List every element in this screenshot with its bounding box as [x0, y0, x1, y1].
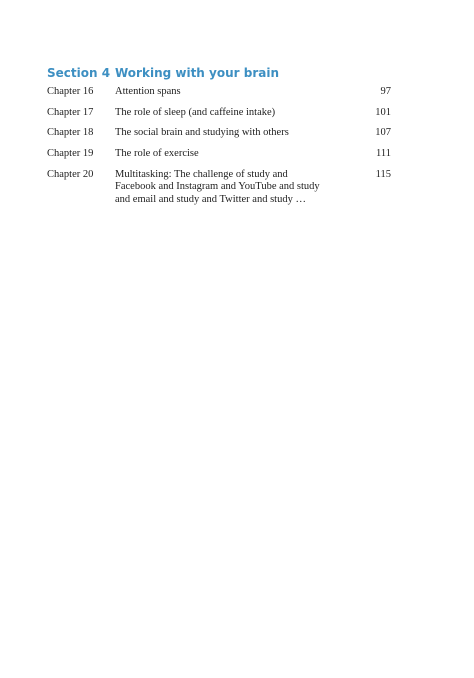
- chapter-page-number: 97: [380, 86, 391, 97]
- chapter-page-number: 101: [375, 106, 391, 118]
- table-of-contents: [47, 86, 391, 214]
- chapter-title: The social brain and studying with others: [115, 127, 289, 139]
- chapter-label: Chapter 19: [47, 148, 94, 160]
- toc-entry: [47, 127, 391, 140]
- chapter-page-number: 115: [375, 168, 391, 180]
- chapter-label: Chapter 16: [47, 86, 94, 97]
- chapter-label: Chapter 20: [47, 168, 94, 180]
- chapter-title: The role of exercise: [115, 148, 199, 160]
- toc-entry: [47, 107, 391, 120]
- chapter-label: Chapter 18: [47, 127, 94, 139]
- chapter-title: The role of sleep (and caffeine intake): [115, 106, 276, 118]
- chapter-label: Chapter 17: [47, 106, 94, 118]
- toc-entry: [47, 148, 391, 161]
- chapter-page-number: 107: [375, 127, 391, 139]
- chapter-title: Attention spans: [115, 86, 181, 97]
- section-label: Section 4: [47, 66, 111, 80]
- toc-entry: [47, 169, 391, 207]
- section-title: Working with your brain: [115, 66, 279, 80]
- toc-entry: [47, 86, 391, 99]
- chapter-page-number: 111: [376, 148, 391, 160]
- section-heading: [47, 66, 279, 80]
- chapter-title: Multitasking: The challenge of study and Facebook and Instagram and YouTube and study and email and study and Twitter and study …: [115, 168, 320, 205]
